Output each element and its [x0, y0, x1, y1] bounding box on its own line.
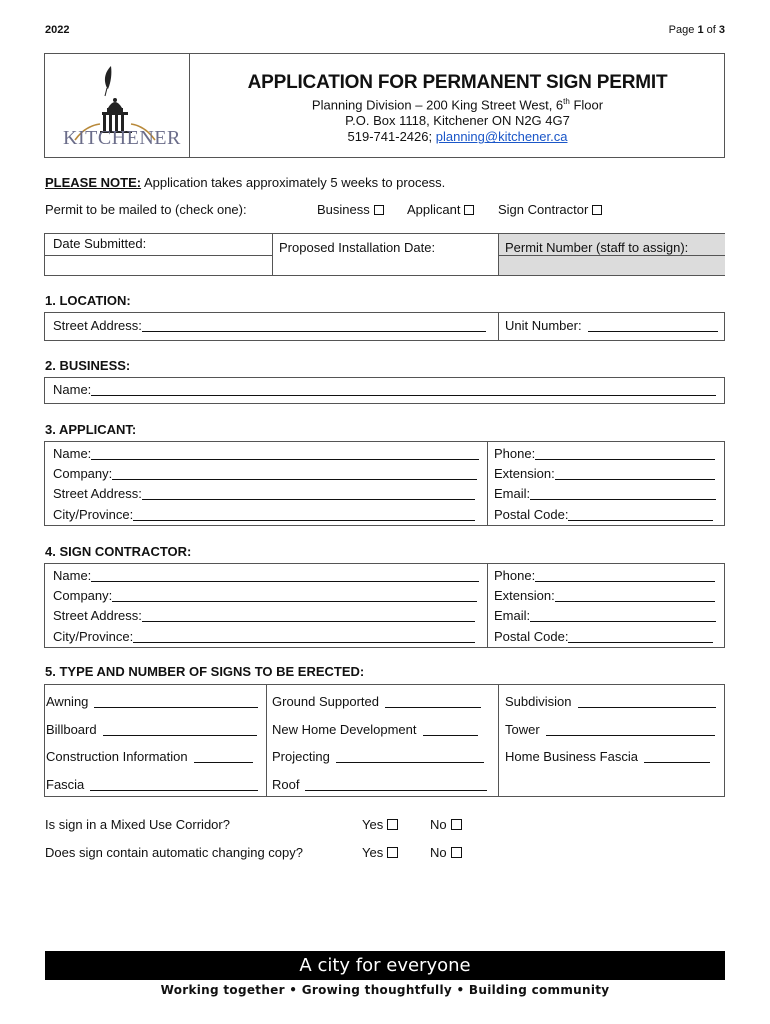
q1-yes-label: Yes [362, 817, 384, 832]
contractor-phone-label: Phone: [494, 568, 536, 583]
address-line-1 [191, 94, 724, 113]
applicant-email-field[interactable] [494, 486, 716, 501]
sign-subdivision-label: Subdivision [505, 694, 572, 709]
signs-box [44, 684, 725, 797]
contractor-company-label: Company: [53, 588, 113, 603]
q1-no-checkbox[interactable] [451, 819, 462, 830]
q2-yes-label: Yes [362, 845, 384, 860]
applicant-company-label: Company: [53, 466, 113, 481]
mail-option-contractor[interactable] [498, 202, 602, 217]
contractor-postal-field[interactable] [494, 629, 713, 644]
applicant-postal-field[interactable] [494, 507, 713, 522]
applicant-checkbox[interactable] [464, 205, 474, 215]
contractor-ext-label: Extension: [494, 588, 555, 603]
sign-billboard-label: Billboard [46, 722, 97, 737]
street-address-label: Street Address: [53, 318, 142, 333]
footer-tagline: Working together • Growing thoughtfully • Building community [160, 983, 610, 997]
contractor-postal-label: Postal Code: [494, 629, 569, 644]
logo-cell [45, 54, 190, 157]
contractor-name-field[interactable] [53, 568, 479, 583]
sign-construction-label: Construction Information [46, 749, 188, 764]
sign-roof-field[interactable] [272, 777, 487, 792]
title-block [191, 54, 724, 145]
applicant-ext-label: Extension: [494, 466, 555, 481]
applicant-phone-label: Phone: [494, 446, 536, 461]
date-submitted-label: Date Submitted: [53, 236, 147, 251]
year-label: 2022 [45, 24, 70, 36]
contractor-street-field[interactable] [53, 608, 475, 623]
sign-homebiz-field[interactable] [505, 749, 710, 764]
sign-roof-label: Roof [272, 777, 300, 792]
note-line [45, 175, 445, 190]
page-of: of [706, 24, 716, 36]
address-part: Planning Division – 200 King Street West, 6 [311, 97, 564, 113]
mail-option-applicant[interactable] [407, 202, 474, 217]
sign-fascia-field[interactable] [46, 777, 258, 792]
business-name-label: Name: [53, 382, 92, 397]
contractor-phone-field[interactable] [494, 568, 715, 583]
sign-fascia-label: Fascia [46, 777, 85, 792]
contractor-box [44, 563, 725, 648]
signs-title: 5. TYPE AND NUMBER OF SIGNS TO BE ERECTED: [45, 664, 365, 679]
business-name-field[interactable] [53, 382, 716, 397]
contractor-street-label: Street Address: [53, 608, 142, 623]
applicant-box [44, 441, 725, 526]
contractor-email-label: Email: [494, 608, 531, 623]
sign-ground-label: Ground Supported [272, 694, 379, 709]
applicant-name-label: Name: [53, 446, 92, 461]
email-link[interactable]: planning@kitchener.ca [435, 129, 568, 145]
sign-tower-label: Tower [505, 722, 540, 737]
page-prefix: Page [668, 24, 695, 36]
sign-projecting-field[interactable] [272, 749, 484, 764]
applicant-ext-field[interactable] [494, 466, 715, 481]
install-date-input[interactable] [274, 256, 497, 274]
contractor-title: 4. SIGN CONTRACTOR: [45, 544, 192, 559]
q1-yes-option[interactable] [362, 817, 398, 832]
footer-slogan: A city for everyone [45, 951, 725, 980]
applicant-city-field[interactable] [53, 507, 475, 522]
contractor-checkbox[interactable] [592, 205, 602, 215]
install-date-label: Proposed Installation Date: [279, 240, 436, 255]
unit-number-label: Unit Number: [505, 318, 582, 333]
superscript: th [563, 97, 570, 106]
unit-number-field[interactable] [505, 318, 718, 333]
contractor-name-label: Name: [53, 568, 92, 583]
sign-awning-field[interactable] [46, 694, 258, 709]
form-title: APPLICATION FOR PERMANENT SIGN PERMIT [247, 72, 668, 93]
question-mixed-use: Is sign in a Mixed Use Corridor? [45, 817, 230, 832]
applicant-name-field[interactable] [53, 446, 479, 461]
applicant-city-label: City/Province: [53, 507, 134, 522]
contractor-label: Sign Contractor [498, 202, 589, 217]
address-floor: Floor [569, 97, 604, 113]
applicant-postal-label: Postal Code: [494, 507, 569, 522]
page-total: 3 [718, 24, 725, 36]
page-indicator [669, 24, 725, 36]
applicant-title: 3. APPLICANT: [45, 422, 137, 437]
applicant-phone-field[interactable] [494, 446, 715, 461]
business-box [44, 377, 725, 404]
contractor-company-field[interactable] [53, 588, 477, 603]
q2-no-label: No [430, 845, 447, 860]
q2-no-checkbox[interactable] [451, 847, 462, 858]
question-changing-copy: Does sign contain automatic changing copy? [45, 845, 303, 860]
contractor-ext-field[interactable] [494, 588, 715, 603]
phone-number: 519-741-2426; [347, 129, 433, 145]
applicant-company-field[interactable] [53, 466, 477, 481]
mail-label: Permit to be mailed to (check one): [45, 202, 247, 217]
q2-no-option[interactable] [430, 845, 462, 860]
sign-homebiz-label: Home Business Fascia [505, 749, 638, 764]
business-label: Business [317, 202, 370, 217]
title-box [44, 53, 725, 158]
applicant-street-label: Street Address: [53, 486, 142, 501]
q1-no-option[interactable] [430, 817, 462, 832]
applicant-label: Applicant [407, 202, 461, 217]
sign-subdivision-field[interactable] [505, 694, 716, 709]
location-box [44, 312, 725, 341]
dates-table [44, 233, 725, 276]
contractor-city-label: City/Province: [53, 629, 134, 644]
location-title: 1. LOCATION: [45, 293, 131, 308]
date-submitted-input[interactable] [46, 256, 271, 274]
mail-option-business[interactable] [317, 202, 384, 217]
contractor-email-field[interactable] [494, 608, 716, 623]
q2-yes-option[interactable] [362, 845, 398, 860]
q2-yes-checkbox[interactable] [387, 847, 398, 858]
applicant-email-label: Email: [494, 486, 531, 501]
note-text: Application takes approximately 5 weeks to process. [141, 175, 446, 190]
applicant-street-field[interactable] [53, 486, 475, 501]
sign-construction-field[interactable] [46, 749, 253, 764]
q1-yes-checkbox[interactable] [387, 819, 398, 830]
contractor-city-field[interactable] [53, 629, 475, 644]
page-current: 1 [697, 24, 704, 36]
logo-wordmark: KITCHENER [63, 127, 181, 149]
permit-number-label: Permit Number (staff to assign): [505, 240, 689, 255]
sign-billboard-field[interactable] [46, 722, 257, 737]
sign-projecting-label: Projecting [272, 749, 330, 764]
business-title: 2. BUSINESS: [45, 358, 131, 373]
street-address-field[interactable] [53, 318, 486, 333]
address-line-2: P.O. Box 1118, Kitchener ON N2G 4G7 [345, 113, 570, 129]
sign-tower-field[interactable] [505, 722, 715, 737]
q1-no-label: No [430, 817, 447, 832]
sign-newhome-label: New Home Development [272, 722, 417, 737]
note-label: PLEASE NOTE: [45, 175, 142, 190]
sign-ground-field[interactable] [272, 694, 481, 709]
contact-line [191, 129, 724, 145]
sign-awning-label: Awning [46, 694, 89, 709]
business-checkbox[interactable] [374, 205, 384, 215]
sign-newhome-field[interactable] [272, 722, 478, 737]
